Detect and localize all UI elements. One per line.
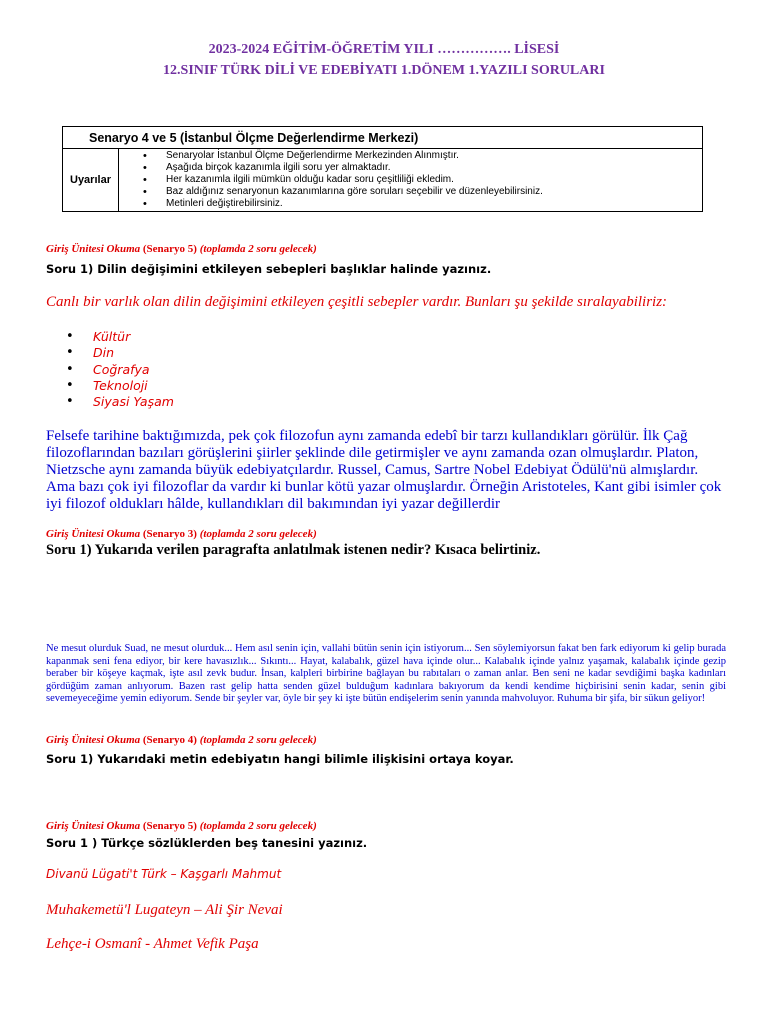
section-4-count: (toplamda 2 soru gelecek) [199,820,317,832]
section-1-heading [46,243,317,255]
document-title-line-2: 12.SINIF TÜRK DİLİ VE EDEBİYATI 1.DÖNEM 1.YAZILI SORULARI [163,63,605,78]
warnings-cell [119,149,703,212]
answer-item: • Din [66,345,174,361]
section-3-question: Soru 1) Yukarıdaki metin edebiyatın hangi bilimle ilişkisini ortaya koyar. [46,752,514,766]
section-1-answer-intro: Canlı bir varlık olan dilin değişimini etkileyen çeşitli sebepler vardır. Bunları şu şekilde sıralayabiliriz: [46,294,668,310]
document-title-line-1: 2023-2024 EĞİTİM-ÖĞRETİM YILI ……………. LİSESİ [208,42,560,57]
section-2-scenario: (Senaryo 3) [142,528,197,540]
warning-item: • Metinleri değiştirebilirsiniz. [119,198,702,210]
section-4-answer-3: Lehçe-i Osmanî - Ahmet Vefik Paşa [46,936,259,952]
section-1-question: Soru 1) Dilin değişimini etkileyen sebepleri başlıklar halinde yazınız. [46,262,492,276]
section-2-question: Soru 1) Yukarıda verilen paragrafta anlatılmak istenen nedir? Kısaca belirtiniz. [46,542,541,558]
warnings-list [119,149,702,211]
section-3-passage: Ne mesut olurduk Suad, ne mesut olurduk... Hem asıl senin için, vallahi bütün senin için istiyorum... Sen söylemiyorsun fakat ben fark ediyorum ki gelip burada kapanmak seni fena ediyor, bir kere havasızlık... Sıkıntı... Hayat, kalabalık, güzel hava içinde olur... Kalabalık içinde yalnız yaşamak, kalabalık içinde gezip beraber bir köşeye kaçmak, işte asıl zevk budur. İnsan, kalpleri birbirine bağlayan bu rabıtaları o zaman anlar. Ben seni ne kadar sevdiğimi başka kadınları gördüğüm zaman anlıyorum. Bazen rast gelip hatta senden güzel bulduğum kadınlara bakıyorum da kendi kendime hiçbirisini senin kadar, senin gibi sevemeyeceğime yemin ediyorum. Sende bir şeyler var, öyle bir şey ki işte bütün endişelerim senin yanında mahvoluyor. Ruhuma bir şifa, bir sükun geliyor! [46,643,726,705]
section-4-answer-1: Divanü Lügati't Türk – Kaşgarlı Mahmut [46,867,282,881]
warning-item: • Her kazanımla ilgili mümkün olduğu kadar soru çeşitliliği ekledim. [119,174,702,186]
section-4-heading [46,820,317,832]
section-1-answer-list [66,329,174,410]
section-1-count: (toplamda 2 soru gelecek) [199,243,317,255]
section-2-passage: Felsefe tarihine baktığımızda, pek çok filozofun aynı zamanda edebî bir tarzı kullandıkları görülür. İlk Çağ filozoflarından bazıları görüşlerini şiirler şeklinde dile getirmişler ve aynı zamanda ozan olmuşlardır. Platon, Nietzsche aynı zamanda büyük edebiyatçılardır. Russel, Camus, Sartre Nobel Edebiyat Ödülü'nü almışlardır. Ama bazı çok iyi filozoflar da vardır ki bunlar kötü yazar olmuşlardır. Örneğin Aristoteles, Kant gibi isimler çok iyi filozof oldukları hâlde, kullandıkları dil bakımından iyi yazar değillerdir [46,428,722,512]
answer-item: • Coğrafya [66,362,174,378]
section-2-unit: Giriş Ünitesi Okuma [46,528,141,540]
section-1-scenario: (Senaryo 5) [142,243,197,255]
section-4-question: Soru 1 ) Türkçe sözlüklerden beş tanesini yazınız. [46,836,368,850]
answer-item: • Kültür [66,329,174,345]
section-4-unit: Giriş Ünitesi Okuma [46,820,141,832]
section-2-heading [46,528,317,540]
warning-item: • Senaryolar İstanbul Ölçme Değerlendirme Merkezinden Alınmıştır. [119,150,702,162]
section-3-heading [46,734,317,746]
section-2-count: (toplamda 2 soru gelecek) [199,528,317,540]
section-4-answer-2: Muhakemetü'l Lugateyn – Ali Şir Nevai [46,902,283,918]
warning-item: • Aşağıda birçok kazanımla ilgili soru yer almaktadır. [119,162,702,174]
section-4-scenario: (Senaryo 5) [142,820,197,832]
answer-item: • Teknoloji [66,378,174,394]
section-3-unit: Giriş Ünitesi Okuma [46,734,141,746]
answer-item: • Siyasi Yaşam [66,394,174,410]
warnings-table-title: Senaryo 4 ve 5 (İstanbul Ölçme Değerlendirme Merkezi) [63,127,703,149]
warnings-label: Uyarılar [63,149,119,212]
section-3-scenario: (Senaryo 4) [142,734,197,746]
section-3-count: (toplamda 2 soru gelecek) [199,734,317,746]
warning-item: • Baz aldığınız senaryonun kazanımlarına göre soruları seçebilir ve düzenleyebilirsiniz. [119,186,702,198]
warnings-table [62,126,703,212]
section-1-unit: Giriş Ünitesi Okuma [46,243,141,255]
